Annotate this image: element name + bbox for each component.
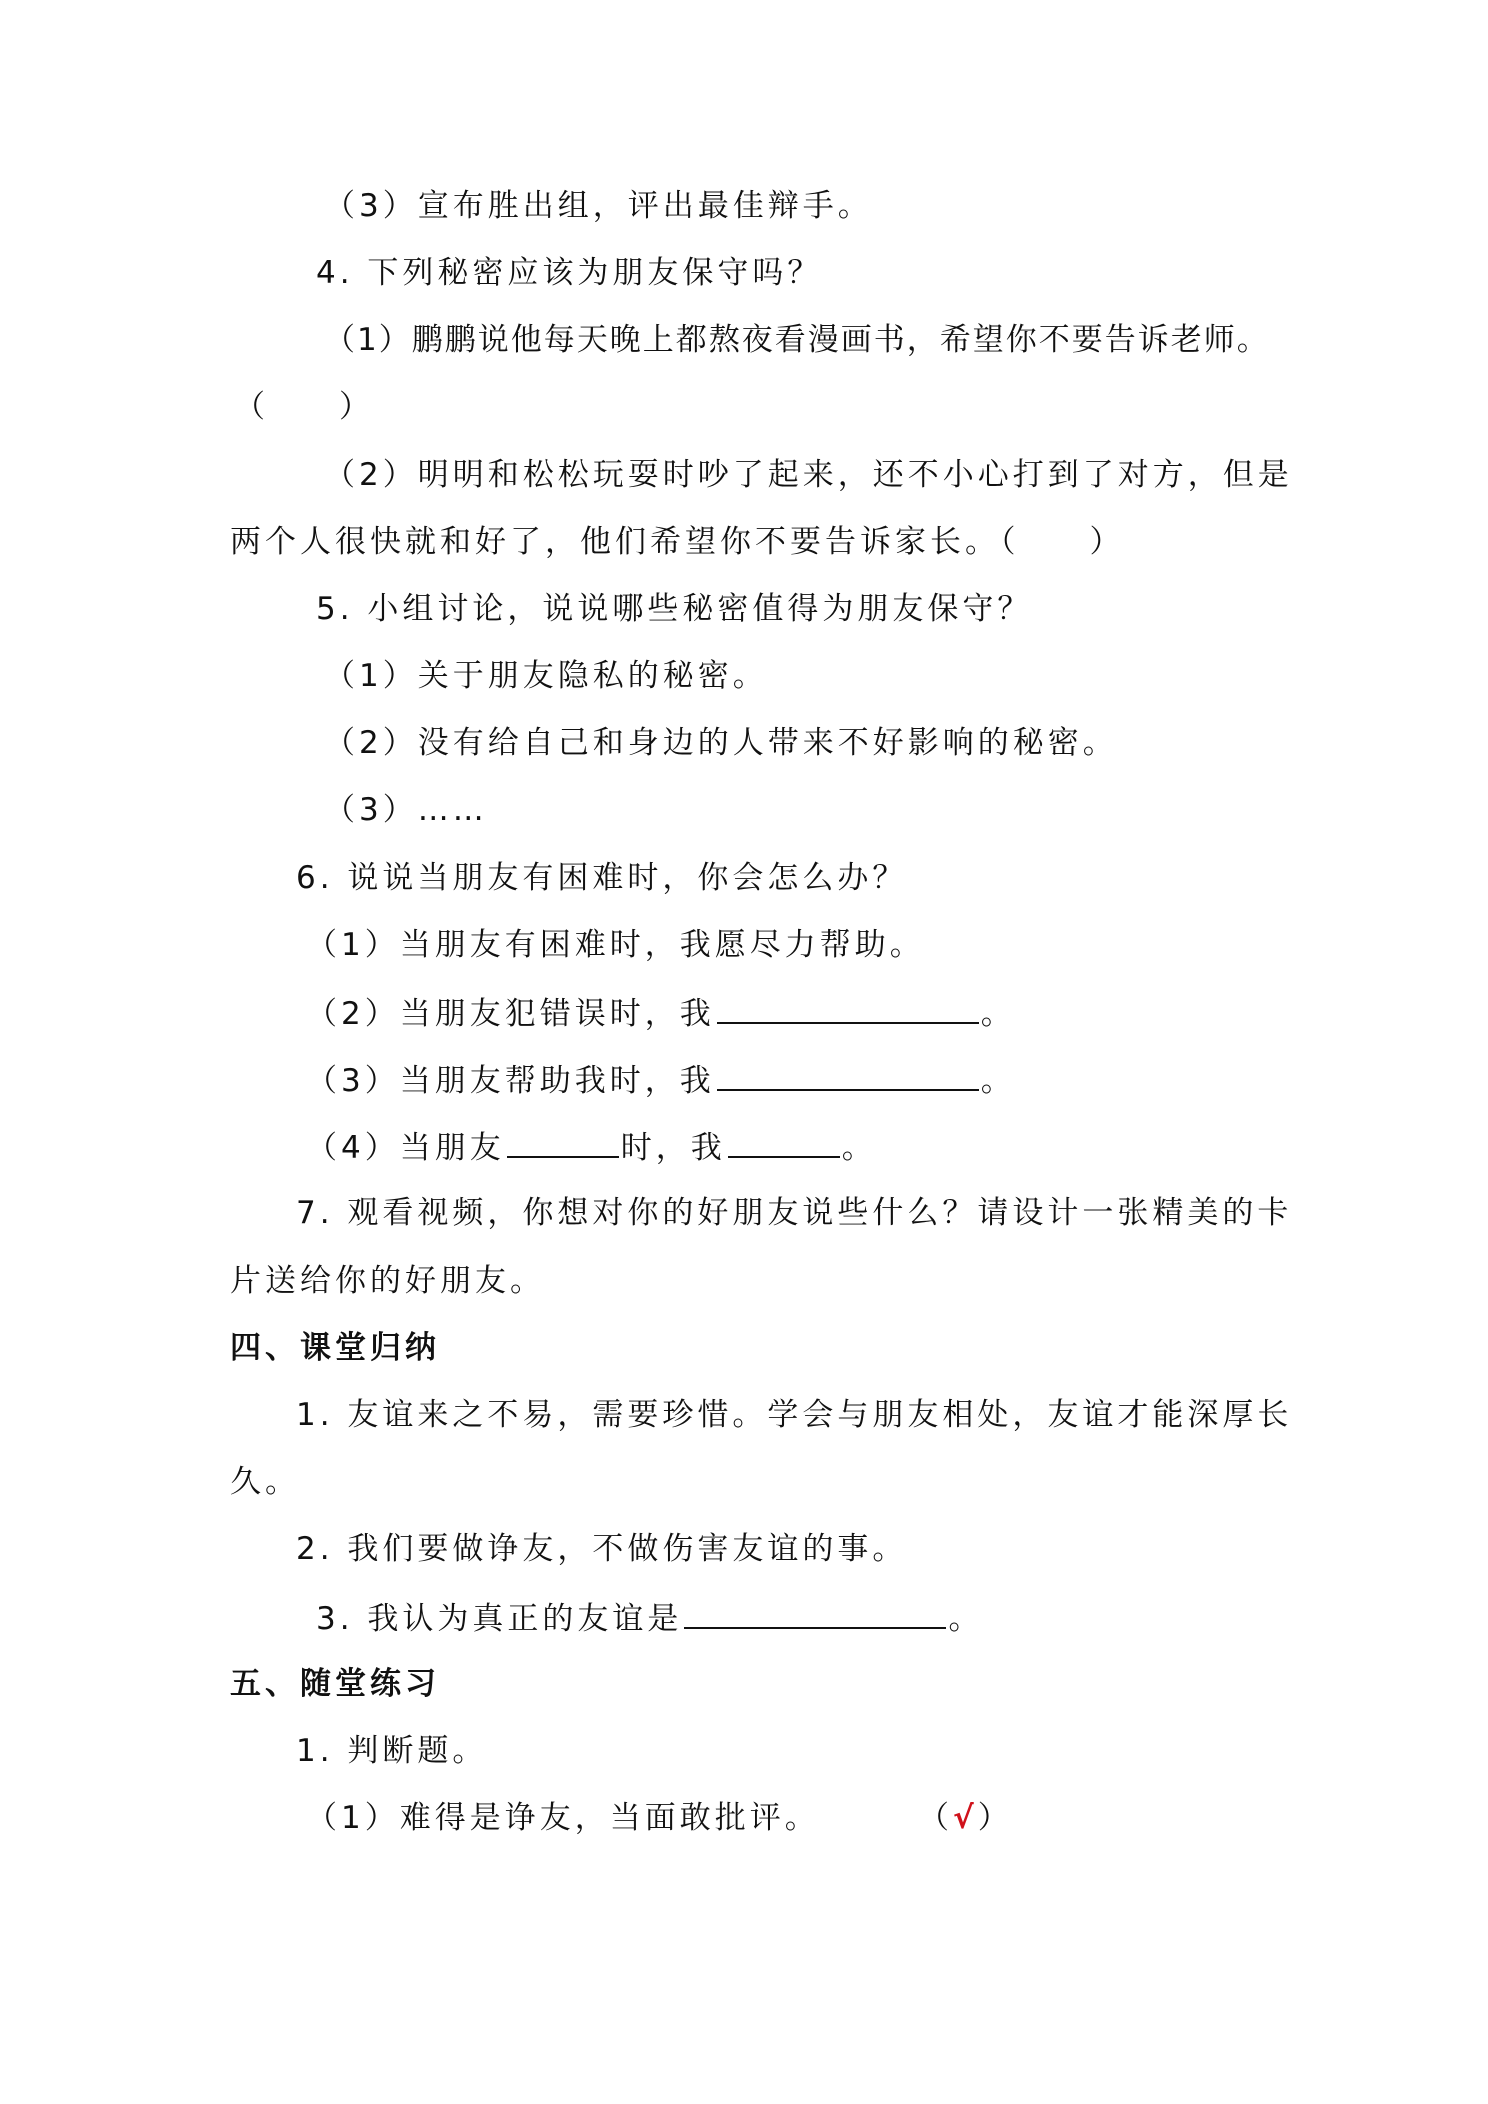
question-6-item-4-text-a: （4）当朋友 (306, 1130, 505, 1166)
question-6-item-2 (306, 992, 1016, 1034)
answer-bracket-1: （ ） (234, 389, 374, 425)
question-5-item-1: （1）关于朋友隐私的秘密。 (324, 658, 768, 694)
question-4: 4. 下列秘密应该为朋友保守吗？ (316, 255, 823, 291)
exercise-1-answer (918, 1798, 1013, 1838)
question-7: 7. 观看视频，你想对你的好朋友说些什么？请设计一张精美的卡 (296, 1195, 1293, 1231)
question-4-item-1: （1）鹏鹏说他每天晚上都熬夜看漫画书，希望你不要告诉老师。 (324, 322, 1270, 358)
summary-2: 2. 我们要做诤友，不做伤害友谊的事。 (296, 1531, 908, 1567)
question-6-item-3 (306, 1059, 1016, 1101)
question-6-item-3-text: （3）当朋友帮助我时，我 (306, 1063, 715, 1099)
question-4-item-2-cont: 两个人很快就和好了，他们希望你不要告诉家长。（ ） (230, 524, 1125, 560)
section-heading-4: 四、课堂归纳 (230, 1330, 440, 1366)
period: 。 (980, 996, 1016, 1032)
fill-blank[interactable] (507, 1126, 619, 1158)
summary-3 (316, 1597, 983, 1639)
period: 。 (841, 1130, 877, 1166)
question-4-item-2: （2）明明和松松玩耍时吵了起来，还不小心打到了对方，但是 (324, 457, 1293, 493)
exercise-1: 1. 判断题。 (296, 1733, 488, 1769)
question-7-cont: 片送给你的好朋友。 (230, 1263, 545, 1299)
period: 。 (980, 1063, 1016, 1099)
fill-blank[interactable] (717, 992, 979, 1024)
period: 。 (948, 1601, 984, 1637)
exercise-1-item-1: （1）难得是诤友，当面敢批评。 (306, 1800, 820, 1836)
summary-1-cont: 久。 (230, 1464, 300, 1500)
question-5: 5. 小组讨论，说说哪些秘密值得为朋友保守？ (316, 591, 1033, 627)
question-6: 6. 说说当朋友有困难时，你会怎么办？ (296, 860, 908, 896)
fill-blank[interactable] (728, 1126, 840, 1158)
question-6-item-1: （1）当朋友有困难时，我愿尽力帮助。 (306, 927, 925, 963)
question-5-item-2: （2）没有给自己和身边的人带来不好影响的秘密。 (324, 725, 1118, 761)
check-mark-icon: √ (953, 1800, 978, 1836)
fill-blank[interactable] (684, 1597, 946, 1629)
section-heading-5: 五、随堂练习 (230, 1666, 440, 1702)
summary-1: 1. 友谊来之不易，需要珍惜。学会与朋友相处，友谊才能深厚长 (296, 1397, 1293, 1433)
summary-3-text: 3. 我认为真正的友谊是 (316, 1601, 683, 1637)
fill-blank[interactable] (717, 1059, 979, 1091)
answer-close-bracket: ） (977, 1800, 1013, 1836)
question-6-item-4-text-b: 时，我 (620, 1130, 726, 1166)
question-5-item-3: （3）…… (324, 792, 488, 828)
question-6-item-4 (306, 1126, 877, 1168)
question-6-item-2-text: （2）当朋友犯错误时，我 (306, 996, 715, 1032)
text-line-1: （3）宣布胜出组，评出最佳辩手。 (324, 188, 873, 224)
answer-open-bracket: （ (918, 1800, 953, 1836)
